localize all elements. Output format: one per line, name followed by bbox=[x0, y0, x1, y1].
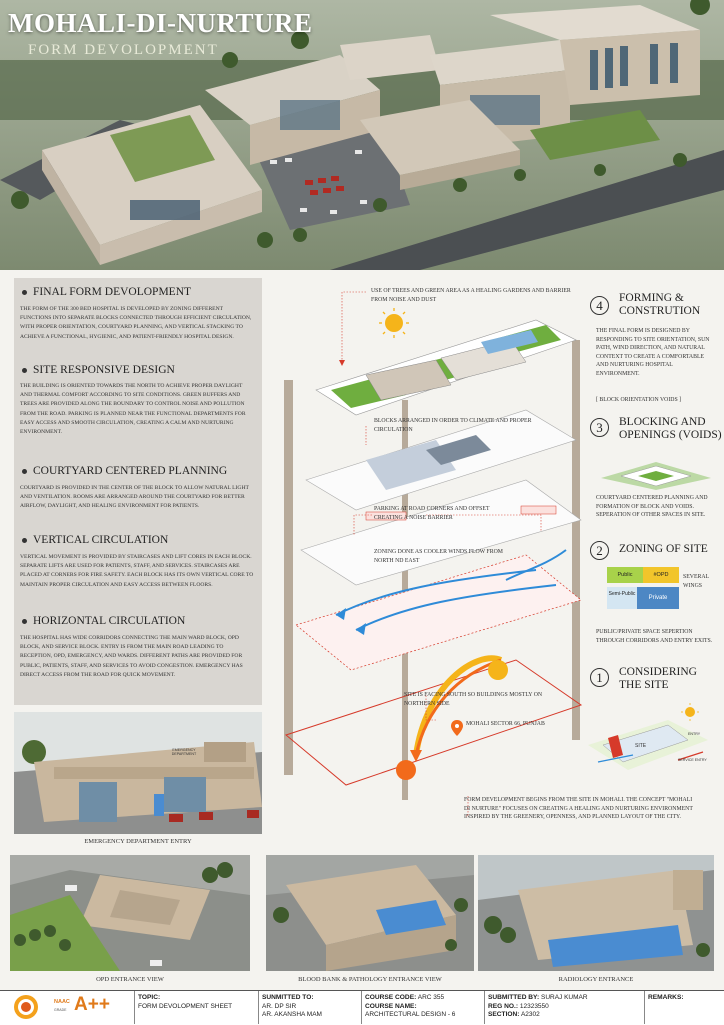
section-heading-vertical: VERTICAL CIRCULATION bbox=[22, 534, 168, 546]
submitted-to-cell: SUNMITTED TO: AR. DP SIR AR. AKANSHA MAM bbox=[262, 994, 322, 1018]
divider bbox=[361, 991, 362, 1024]
divider bbox=[258, 991, 259, 1024]
bullet-icon bbox=[22, 538, 27, 543]
divider bbox=[644, 991, 645, 1024]
step-4-body: THE FINAL FORM IS DESIGNED BY RESPONDING TO SITE ORIENTATION, SUN PATH, WIND DIRECTION, AND NATURAL CONTEXT TO CREATE A COMFORTABLE AND NURTURING HOSPITAL ENVIRONMENT. bbox=[596, 328, 710, 377]
step-3-title: BLOCKING AND OPENINGS (VOIDS) bbox=[619, 416, 722, 441]
step-2-number: 2 bbox=[590, 541, 609, 560]
naac-grade-label: GRADE bbox=[54, 1008, 67, 1012]
hero-render bbox=[0, 0, 724, 270]
blocks-annotation: BLOCKS ARRANGED IN ORDER TO CLIMATE AND PROPER CIRCULATION bbox=[374, 418, 532, 433]
section-heading-site-responsive: SITE RESPONSIVE DESIGN bbox=[22, 364, 175, 376]
zone-public: Public bbox=[607, 567, 643, 583]
zone-semi-public: Semi-Public bbox=[607, 587, 637, 609]
section-heading-final-form: FINAL FORM DEVOLOPMENT bbox=[22, 286, 191, 298]
bullet-icon bbox=[22, 619, 27, 624]
emergency-render-illustration bbox=[14, 712, 262, 834]
several-wings-label: SEVERAL WINGS bbox=[683, 574, 709, 589]
step-2-title: ZONING OF SITE bbox=[619, 543, 708, 555]
university-logo-icon bbox=[13, 994, 39, 1020]
step-4-title: FORMING & CONSTRUTION bbox=[619, 292, 701, 317]
step-1-number: 1 bbox=[590, 668, 609, 687]
step-4-number: 4 bbox=[590, 296, 609, 315]
step-3-body: COURTYARD CENTERED PLANNING AND FORMATION OF BLOCK AND VOIDS. SEPERATION OF OTHER SPACES IN SITE. bbox=[596, 495, 708, 518]
remarks-cell: REMARKS: bbox=[648, 994, 684, 1001]
radiology-caption: RADIOLOGY ENTRANCE bbox=[558, 976, 634, 983]
divider bbox=[134, 991, 135, 1024]
exploded-axonometric-diagram bbox=[276, 280, 586, 820]
naac-label: NAAC bbox=[54, 999, 70, 1005]
site-label: SITE bbox=[635, 743, 647, 749]
emergency-sign: EMERGENCY DEPARTMENT bbox=[171, 748, 197, 756]
parking-annotation: PARKING AT ROAD CORNERS AND OFFSET CREATING A NOISE BARRIER bbox=[374, 506, 490, 521]
site-service-entry-label: SERVICE ENTRY bbox=[678, 758, 707, 762]
section-body-site-responsive: THE BUILDING IS ORIENTED TOWARDS THE NORTH TO ACHIEVE PROPER DAYLIGHT AND THERMAL COMFORT ACCORDING TO SITE CONDITIONS. GREEN BUFFERS AND TREES ARE PROVIDED ALONG THE BOUNDARY TO CONTROL NOISE AND POLLUTION FROM THE ROAD. PARKING IS PLANNED NEAR THE FUNCTIONAL DEPARTMENTS FOR EASY ACCESS AND SMOOTH CIRCULATION, CREATING A CALM AND NURTURING ENVIRONMENT. bbox=[20, 383, 246, 436]
blood-bank-caption: BLOOD BANK & PATHOLOGY ENTRANCE VIEW bbox=[298, 976, 442, 983]
opd-render-illustration bbox=[10, 855, 250, 971]
page-subtitle: FORM DEVOLOPMENT bbox=[28, 42, 219, 58]
blood-bank-render-illustration bbox=[266, 855, 474, 971]
step-1-title: CONSIDERING THE SITE bbox=[619, 666, 697, 691]
section-heading-horizontal: HORIZONTAL CIRCULATION bbox=[22, 615, 185, 627]
naac-grade: A++ bbox=[74, 994, 110, 1015]
divider bbox=[484, 991, 485, 1024]
zone-private: Private bbox=[637, 587, 679, 609]
zoning-wind-annotation: ZONING DONE AS COOLER WINDS FLOW FROM NORTH ND EAST bbox=[374, 549, 503, 564]
south-facing-annotation: SITE IS FACING SOUTH SO BUILDINGS MOSTLY ON NORTHERN SIDE bbox=[404, 692, 543, 707]
zoning-diagram bbox=[607, 567, 679, 613]
site-context-illustration bbox=[578, 700, 718, 780]
bullet-icon bbox=[22, 290, 27, 295]
step-2-body: PUBLIC/PRIVATE SPACE SEPERTION THROUGH CORRIDORS AND ENTRY EXITS. bbox=[596, 629, 713, 644]
section-heading-courtyard: COURTYARD CENTERED PLANNING bbox=[22, 465, 227, 477]
radiology-render bbox=[478, 855, 714, 971]
section-body-courtyard: COURTYARD IS PROVIDED IN THE CENTER OF THE BLOCK TO ALLOW NATURAL LIGHT AND VENTILATION. ROOMS ARE ARRANGED AROUND THE COURTYARD FOR BETTER AIRFLOW, DAYLIGHT, AND HEALING ENVIRONMENT FOR PATIENTS. bbox=[20, 485, 249, 510]
step-3-number: 3 bbox=[590, 418, 609, 437]
step-4-tags: [ BLOCK ORIENTATION VOIDS ] bbox=[596, 397, 682, 403]
form-development-note: FORM DEVELOPMENT BEGINS FROM THE SITE IN MOHALI. THE CONCEPT "MOHALI DI NURTURE" FOCUSES ON CREATING A HEALING AND NURTURING ENVIRONMENT INSPIRED BY THE GREENERY, OPENNESS, AND PLANNED LAYOUT OF THE CITY. bbox=[464, 797, 693, 820]
emergency-caption: EMERGENCY DEPARTMENT ENTRY bbox=[84, 838, 192, 845]
note-leader-line bbox=[440, 790, 470, 820]
trees-annotation: USE OF TREES AND GREEN AREA AS A HEALING GARDENS AND BARRIER FROM NOISE AND DUST bbox=[371, 288, 571, 303]
hero-render-illustration bbox=[0, 0, 724, 270]
radiology-render-illustration bbox=[478, 855, 714, 971]
opd-render bbox=[10, 855, 250, 971]
bullet-icon bbox=[22, 469, 27, 474]
zone-opd: #OPD bbox=[643, 567, 679, 583]
emergency-render bbox=[14, 712, 262, 834]
blood-bank-render bbox=[266, 855, 474, 971]
location-annotation: MOHALI SECTOR 66, PUNJAB bbox=[466, 721, 545, 727]
section-body-vertical: VERTICAL MOVEMENT IS PROVIDED BY STAIRCASES AND LIFT CORES IN EACH BLOCK. SEPARATE LIFTS ARE USED FOR PATIENTS, STAFF, AND SERVICES. STAIRCASES ARE PLACED AT CORNERS FOR FIRE SAFETY. EACH BLOCK HAS ITS OWN VERTICAL CORE TO MAINTAIN PROPER CIRCULATION AND EASY ACCESS BETWEEN FLOORS. bbox=[20, 554, 254, 588]
course-cell: COURSE CODE: ARC 355 COURSE NAME: ARCHITECTURAL DESIGN - 6 bbox=[365, 994, 456, 1018]
site-entry-label: ENTRY bbox=[688, 732, 701, 736]
opd-caption: OPD ENTRANCE VIEW bbox=[96, 976, 164, 983]
topic-cell: TOPIC: FORM DEVOLOPMENT SHEET bbox=[138, 994, 233, 1010]
bullet-icon bbox=[22, 368, 27, 373]
section-body-horizontal: THE HOSPITAL HAS WIDE CORRIDORS CONNECTING THE MAIN WARD BLOCK, OPD BLOCK, AND SERVICE BLOCK. ENTRY IS FROM THE MAIN ROAD LEADING TO RECEPTION, OPD, EMERGENCY, AND WARDS. DIFFERENT PATHS ARE PROVIDED FOR PUBLIC, PATIENTS, STAFF, AND SERVICES TO AVOID CONGESTION. EMERGENCY HAS DIRECT ACCESS FROM THE ROAD FOR QUICK MOVEMENT. bbox=[20, 635, 243, 678]
courtyard-block-illustration bbox=[596, 460, 716, 492]
submitted-by-cell: SUBMITTED BY: SURAJ KUMAR REG NO.: 12323550 SECTION: A2302 bbox=[488, 994, 588, 1018]
page-title: MOHALI-DI-NURTURE bbox=[8, 8, 313, 38]
section-body-final-form: THE FORM OF THE 300 BED HOSPITAL IS DEVELOPED BY ZONING DIFFERENT FUNCTIONS INTO SEPARATE BLOCKS CONNECTED THROUGH EFFICIENT CIRCULATION, WITH PROPER ORIENTATION, COURTYARD PLANNING, AND VERTICAL STACKING TO ACHIEVE A FUNCTIONAL, HYGIENIC, AND PATIENT-FRIENDLY HOSPITAL DESIGN. bbox=[20, 306, 252, 340]
